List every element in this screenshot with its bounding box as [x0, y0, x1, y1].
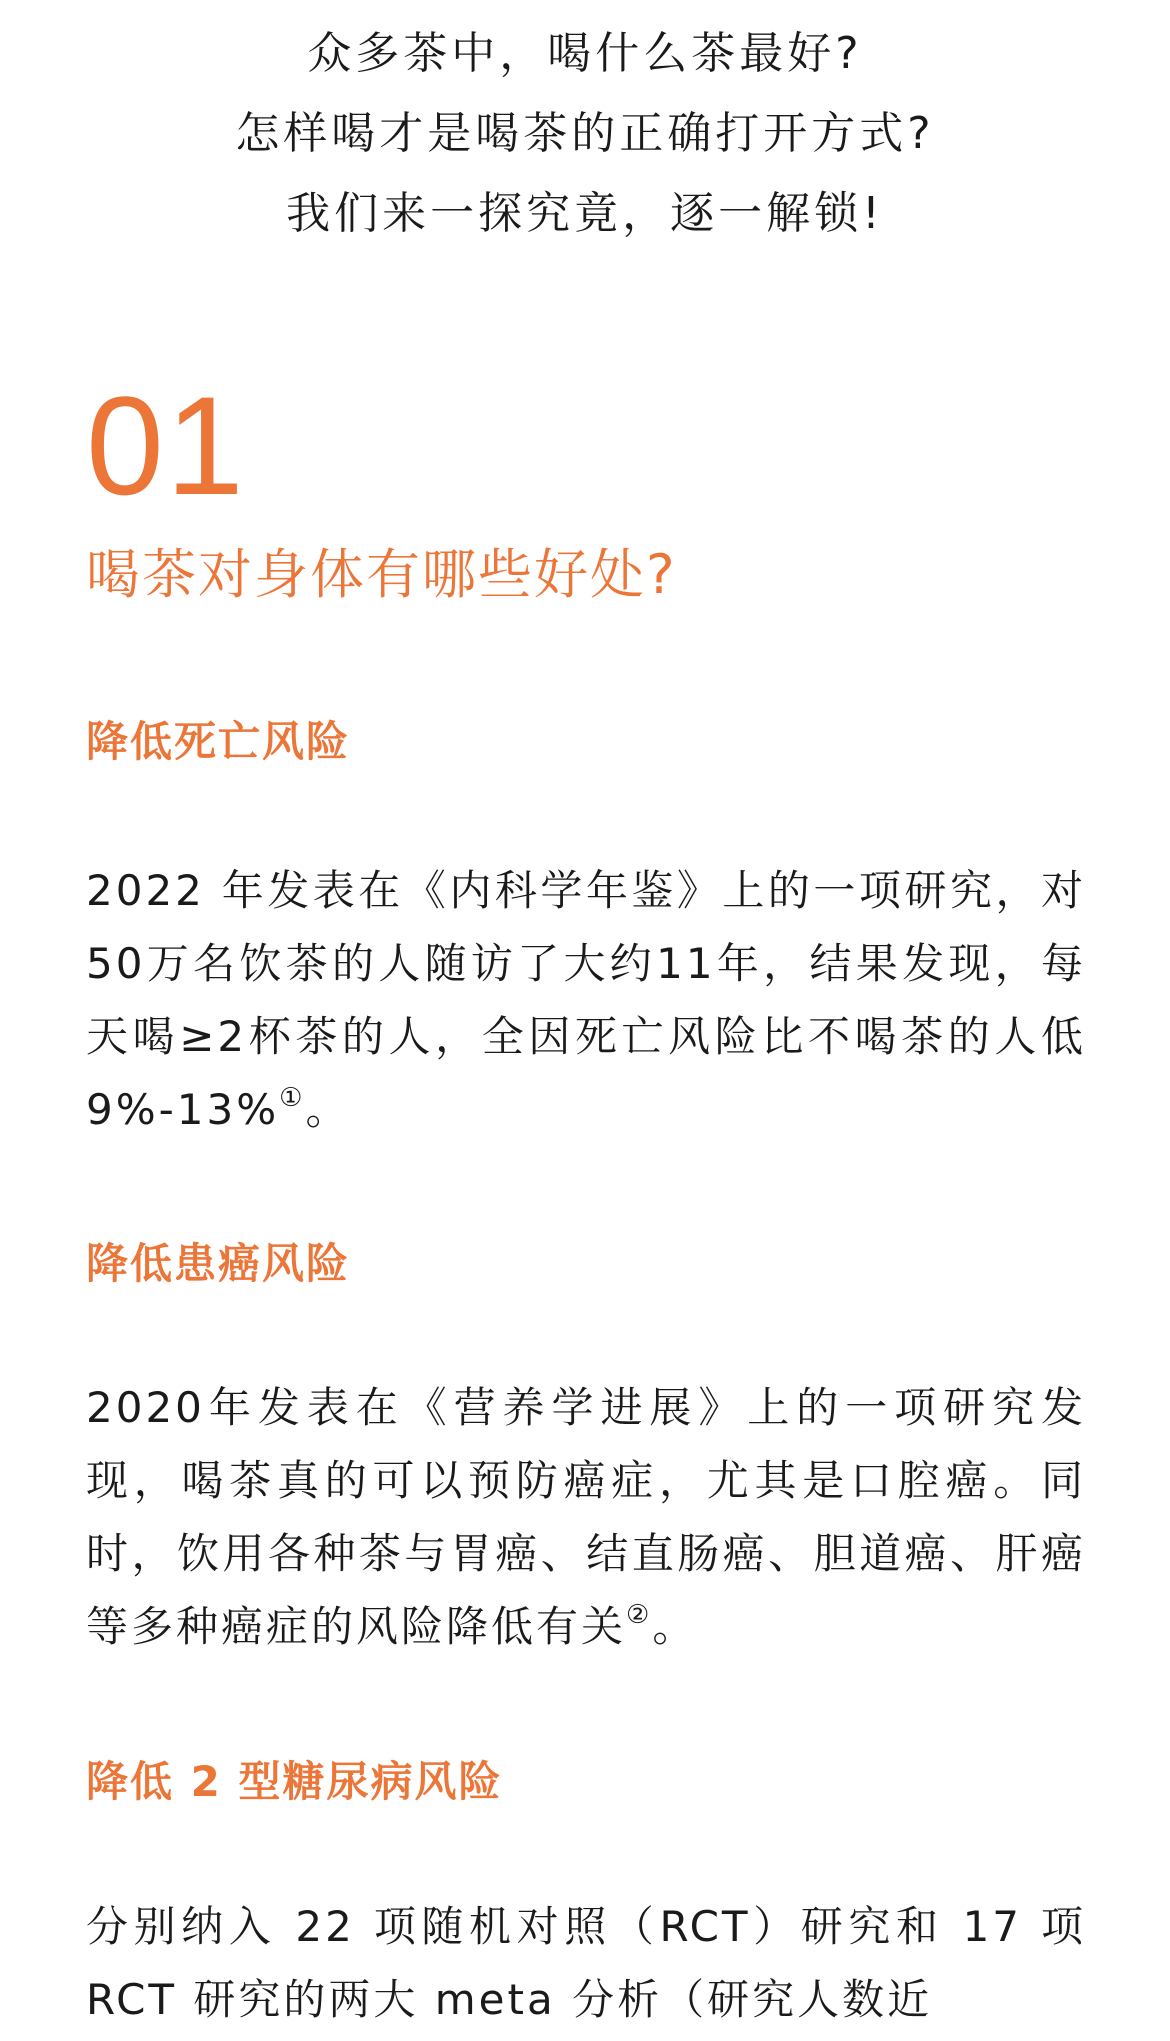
intro-line-2: 怎样喝才是喝茶的正确打开方式?: [235, 108, 935, 159]
paragraph-text: 分别纳入 22 项随机对照（RCT）研究和 17 项 RCT 研究的两大 meta 分析（研究人数近: [86, 1902, 1086, 2024]
paragraph-diabetes-risk: [86, 1890, 1086, 2036]
intro-line-3: 我们来一探究竟，逐一解锁!: [286, 188, 884, 239]
paragraph-cancer-risk: [86, 1371, 1086, 1663]
paragraph-tail: 。: [652, 1602, 698, 1651]
intro-line-1: 众多茶中，喝什么茶最好?: [307, 28, 863, 79]
reference-marker: ②: [626, 1600, 653, 1630]
subheading-death-risk: 降低死亡风险: [86, 717, 351, 766]
reference-marker: ①: [279, 1083, 306, 1113]
section-number: 01: [86, 367, 246, 524]
paragraph-text: 2022 年发表在《内科学年鉴》上的一项研究，对50万名饮茶的人随访了大约11年，结果发现，每天喝≥2杯茶的人，全因死亡风险比不喝茶的人低9%-13%: [86, 866, 1086, 1134]
subheading-diabetes-risk: 降低 2 型糖尿病风险: [86, 1757, 503, 1806]
paragraph-tail: 。: [305, 1085, 351, 1134]
paragraph-text: 2020年发表在《营养学进展》上的一项研究发现，喝茶真的可以预防癌症，尤其是口腔癌。同时，饮用各种茶与胃癌、结直肠癌、胆道癌、肝癌等多种癌症的风险降低有关: [86, 1383, 1086, 1651]
subheading-cancer-risk: 降低患癌风险: [86, 1239, 351, 1288]
section-title: 喝茶对身体有哪些好处?: [86, 543, 677, 606]
intro: [0, 14, 1170, 254]
paragraph-death-risk: [86, 854, 1086, 1146]
